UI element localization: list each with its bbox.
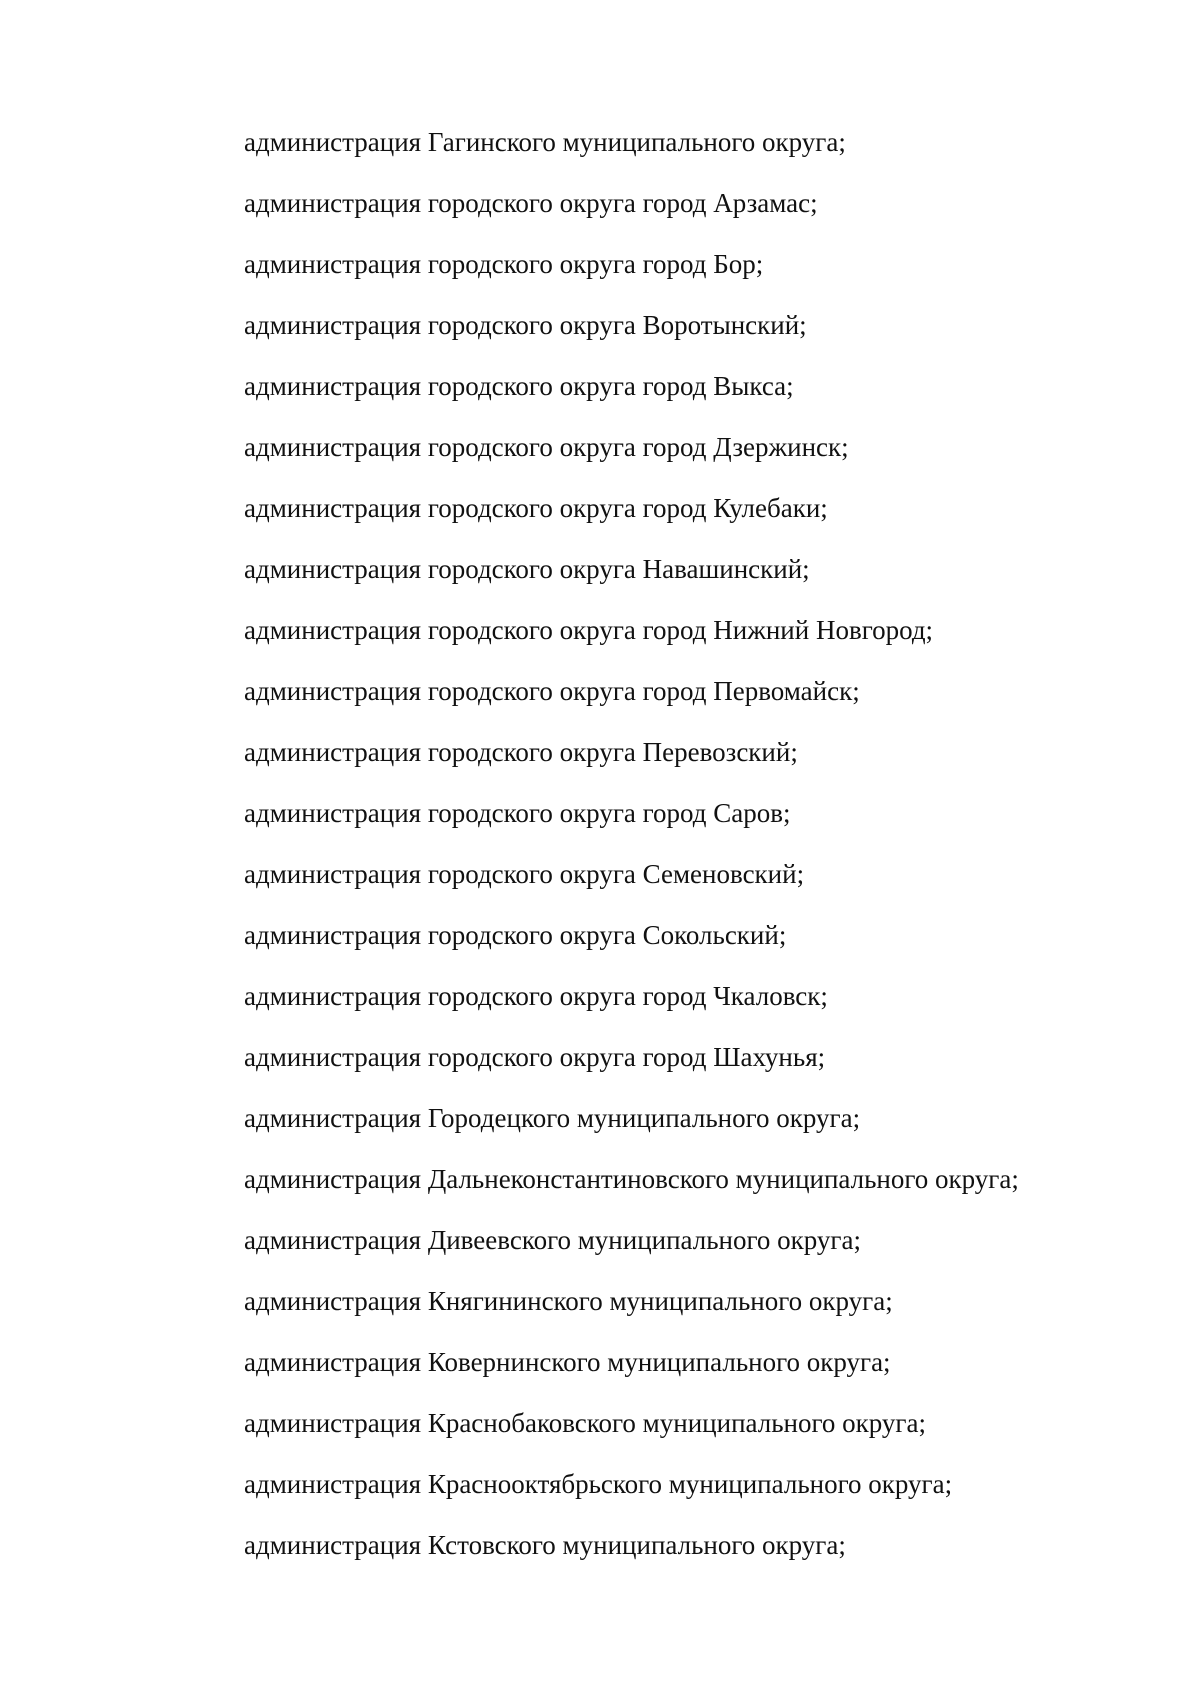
list-item: администрация городского округа город Дзержинск; [244, 432, 849, 462]
list-item: администрация городского округа город Первомайск; [244, 676, 860, 706]
list-item: администрация Краснобаковского муниципального округа; [244, 1408, 926, 1438]
list-item: администрация городского округа Навашинский; [244, 554, 810, 584]
list-item: администрация городского округа город Шахунья; [244, 1042, 826, 1072]
list-item: администрация Ковернинского муниципального округа; [244, 1347, 891, 1377]
list-item: администрация Гагинского муниципального округа; [244, 127, 846, 157]
list-item: администрация Кстовского муниципального округа; [244, 1530, 846, 1560]
list-item: администрация городского округа город Кулебаки; [244, 493, 828, 523]
list-item: администрация городского округа город Саров; [244, 798, 791, 828]
list-item: администрация городского округа город Бор; [244, 249, 764, 279]
list-item: администрация городского округа Сокольский; [244, 920, 787, 950]
list-item: администрация городского округа город Выкса; [244, 371, 794, 401]
list-item: администрация Городецкого муниципального округа; [244, 1103, 861, 1133]
list-item: администрация Княгининского муниципального округа; [244, 1286, 893, 1316]
administration-list [244, 112, 1144, 1576]
list-item: администрация городского округа город Арзамас; [244, 188, 818, 218]
list-item: администрация городского округа Семеновский; [244, 859, 805, 889]
list-item: администрация городского округа город Нижний Новгород; [244, 615, 934, 645]
list-item: администрация городского округа город Чкаловск; [244, 981, 828, 1011]
list-item: администрация Краснооктябрьского муниципального округа; [244, 1469, 953, 1499]
list-item: администрация Дальнеконстантиновского муниципального округа; [244, 1164, 1019, 1194]
list-item: администрация городского округа Перевозский; [244, 737, 798, 767]
list-item: администрация городского округа Воротынский; [244, 310, 807, 340]
list-item: администрация Дивеевского муниципального округа; [244, 1225, 861, 1255]
